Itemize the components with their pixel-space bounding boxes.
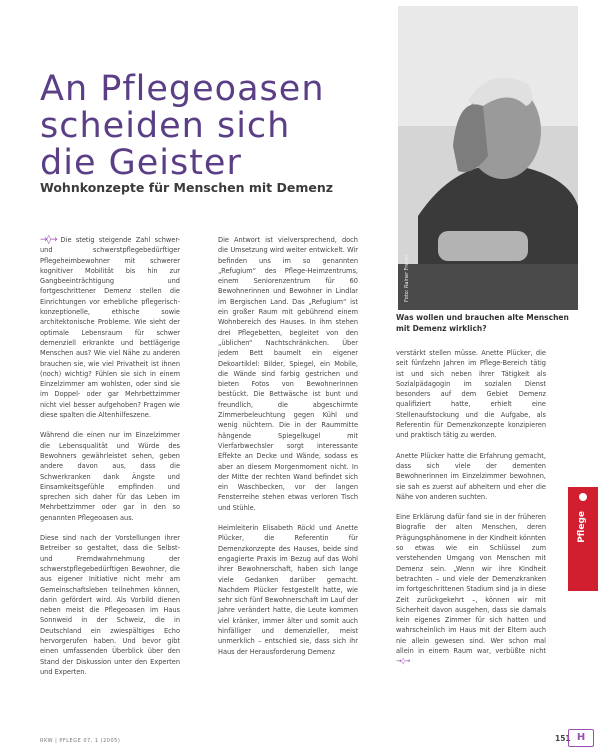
elderly-man-photo bbox=[398, 6, 578, 310]
photo-credit: Foto: Rainer Freyer bbox=[404, 254, 410, 302]
paragraph: Die Antwort ist vielversprechend, doch die Umsetzung wird weiter entwickelt. Wir befinden uns im so genannten „Refugium“ des Pflege-Heimzentrums, einem Seniorenzentrum für 60 Bewohnerinnen und Bewohner in Lindlar im Bergischen Land. Das „Refugium“ ist ein großer Raum mit gebührend einem Wohnbereich des Hauses. In ihm stehen drei Pflegebetten, begleitet von den „üblichen“ Nachtschränkchen. Über jedem Bett baumelt ein eigener Dekoartiklel: Bilder, Spiegel, ein Mobile, die Wände sind farbig gestrichen und bieten Fotos von Bewohnerinnen bestückt. Die Bettwäsche ist bunt und freundlich, die abgeschirmte Zimmerbeleuchtung gegen Kühl und wenig nüchtern. Die in der Raummitte hängende Spiegelkugel mit Vierfarbwechsler sorgt interessante Effekte an Decke und Wände, sodass es aber an diesem Morgenmoment nicht. In der Mitte der rechten Wand befindet sich ein Waschbecken, vor der langen Fensterreihe stehen etwas verloren Tisch und Stühle. bbox=[218, 236, 358, 512]
portrait-photo bbox=[398, 6, 578, 310]
footer-citation: RKW | PFLEGE 07, 1 (2005) bbox=[40, 738, 121, 744]
title-line-2: scheiden sich bbox=[40, 106, 291, 147]
article-title bbox=[40, 71, 380, 182]
paragraph: Diese sind nach der Vorstellungen ihrer Betreiber so gestaltet, dass die Selbst- und Fremdwahrnehmung der schwerstpflegebedürftigen Bewohner, die aus eigener Initiative nicht mehr am Gemeinschaftsleben teilnehmen können, darin gefördert wird. Als Vorbild dienen neben meist die Pflegeoasen im Haus Sonnweid in der Schweiz, die in Deutschland ein zwiespältiges Echo hervorgerufen haben. Und bevor gibt einen umfassenden Überblick über den Stand der Diskussion unter den Experten und Experten. bbox=[40, 534, 180, 676]
text-column-2 bbox=[218, 235, 358, 667]
paragraph: Während die einen nur im Einzelzimmer die Lebensqualität und Würde des Bewohners gewährleistet sehen, geben andere davon aus, dass die Schwerkranken dank Ängste und Einsamkeitsgefühle empfinden und sprechen sich daher für das Leben im Mehrbettzimmer oder gar in den so genannten Pflegeoasen aus. bbox=[40, 431, 180, 522]
paragraph: →◊→ Die stetig steigende Zahl schwer- und schwerstpflegebedürftiger Pflegeheimbewohner mit schwerer kognitiver Mobilität bis hin zur Gangbeeinträchtigung und fortgeschrittener Demenz stellen die Einrichtungen vor erhebliche pflegerisch-konzeptionelle, ethische sowie architektonische Probleme. Wie sieht der optimale Lebensraum für schwer demenziell erkrankte und bettlägerige Menschen aus? Wie viel Nähe zu anderen brauchen sie, wie viel Privatheit ist ihnen (noch) wichtig? Fühlen sie sich in einem Einzelzimmer am wohlsten, oder sind sie im Doppel- oder gar Mehrbettzimmer nicht viel besser aufgehoben? Fragen wie diese spalten die Altenhilfeszene. bbox=[40, 235, 180, 420]
arrow-marker-icon: →◊→ bbox=[40, 235, 57, 245]
continue-marker-icon: →◊→ bbox=[396, 657, 411, 666]
paragraph: Anette Plücker hatte die Erfahrung gemacht, dass sich viele der dementen Bewohnerinnen im Einzelzimmer bewohnen, sie sah es zuerst auf abheitern und eher die Nähe von anderen suchten. bbox=[396, 451, 546, 501]
section-tab bbox=[568, 487, 598, 591]
magazine-logo: H bbox=[568, 729, 594, 747]
dot-icon bbox=[579, 493, 587, 501]
text-column-1 bbox=[40, 235, 180, 687]
title-line-1: An Pflegeoasen bbox=[40, 69, 325, 110]
text-column-3 bbox=[396, 348, 546, 677]
paragraph: Eine Erklärung dafür fand sie in der früheren Biografie der alten Menschen, deren Prägungsphänomene in der Kindheit könnten so etwas wie ein Schlüssel zum verstehenden Umgang von Menschen mit Demenz sein. „Wenn wir ihre Kindheit betrachten – und viele der Demenzkranken im fortgeschrittenen Stadium sind ja in diese Zeit zurückgekehrt –, können wir mit Sicherheit davon ausgehen, dass sie damals kein eigenes Zimmer für sich hatten und wahrscheinlich im Haus mit der Eltern auch nie allein gewesen sind. Wer schon mal allein in einem Raum war, verbüßte nicht →◊→ bbox=[396, 513, 546, 666]
photo-caption: Was wollen und brauchen alte Menschen mit Demenz wirklich? bbox=[396, 313, 569, 333]
paragraph: Heimleiterin Elisabeth Röckl und Anette Plücker, die Referentin für Demenzkonzepte des Hauses, beide sind engagierte Praxis im Bezug auf das Wohl ihrer Bewohnerschaft, haben sich lange viele Gedanken darüber gemacht. Nachdem Plücker festgestellt hatte, wie sehr sich fünf Bewohnerschaft im Lauf der Jahre verändert hatte, die Leute kommen viel kränker, immer älter und somit auch hinfälliger und demenzieller, meist unmerklich – entschied sie, dass sich ihr Haus der Herausforderung Demenz bbox=[218, 524, 358, 656]
section-tab-label: Pflege bbox=[577, 511, 587, 543]
page-number: 151 bbox=[555, 734, 571, 743]
paragraph: verstärkt stellen müsse. Anette Plücker, die seit fünfzehn Jahren im Pflege-Bereich tätig ist und sich neben ihrer Tätigkeit als Sozialpädagogin im sozialen Dienst besonders auf dem Gebiet Demenz qualifiziert hatte, erhielt eine Stellenaufstockung und die Aufgabe, als Referentin für Demenzkonzepte konzipieren und praktisch tätig zu werden. bbox=[396, 349, 546, 440]
title-line-3: die Geister bbox=[40, 143, 242, 184]
article-subtitle: Wohnkonzepte für Menschen mit Demenz bbox=[40, 180, 334, 195]
